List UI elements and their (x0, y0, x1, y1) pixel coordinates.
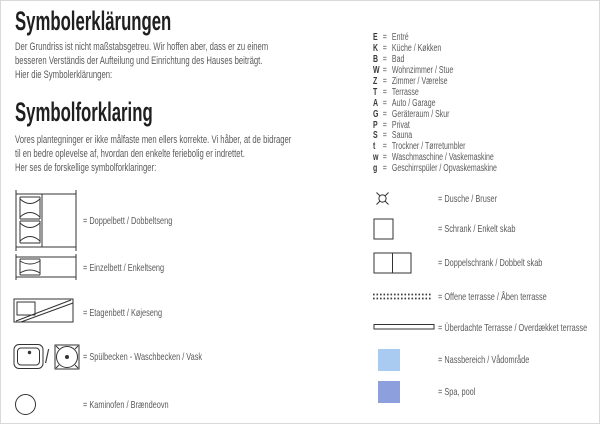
room-code-key: G (373, 108, 379, 120)
sink-label: = Spülbecken - Waschbecken / Vask (83, 351, 203, 363)
bunk-bed-label: = Etagenbett / Køjeseng (83, 307, 163, 319)
intro-danish-line: til en bedre oplevelse af, hvordan den enkelte feriebolig er indrettet. (15, 148, 245, 160)
intro-danish-line: Her ses de forskellige symbolforklaringer: (15, 162, 157, 174)
room-code-key: t (373, 141, 376, 153)
heading-danish: Symbolforklaring (15, 97, 153, 127)
shower-icon (375, 191, 390, 206)
spa-pool-label: = Spa, pool (438, 386, 476, 398)
intro-german-line: Der Grundriss ist nicht maßstabsgetreu. Wir hoffen aber, dass er zu einem (15, 41, 269, 53)
room-code-label: Entré (391, 32, 409, 43)
spa-pool-swatch (378, 381, 400, 403)
room-code-label: Geräteraum / Skur (391, 108, 450, 120)
open-terrace-label: = Offene terrasse / Åben terrasse (438, 291, 547, 303)
bunk-bed-icon (13, 297, 74, 324)
intro-danish (15, 130, 413, 175)
room-code-key: A (373, 97, 379, 109)
room-code-key: W (373, 64, 380, 76)
equals-sign: = (382, 97, 387, 109)
single-cabinet-label: = Schrank / Enkelt skab (438, 223, 516, 235)
room-code-key: B (373, 53, 379, 65)
room-code-label: Privat (391, 119, 410, 131)
equals-sign: = (382, 53, 387, 65)
room-code-label: Waschmaschine / Vaskemaskine (391, 152, 494, 164)
equals-sign: = (382, 42, 387, 54)
equals-sign: = (382, 119, 387, 131)
round-basin-icon (54, 344, 80, 370)
wet-area-swatch (378, 349, 400, 371)
intro-german (15, 40, 377, 82)
double-bed-label: = Doppelbett / Dobbeltseng (83, 215, 173, 227)
single-bed-label: = Einzelbett / Enkeltseng (83, 262, 165, 274)
intro-german-line: besseren Verständis der Aufteilung und Einrichtung des Hauses beiträgt. (15, 55, 263, 67)
room-code-key: K (373, 42, 379, 54)
room-code-key: w (373, 152, 379, 164)
room-code-key: E (373, 32, 378, 43)
room-code-key: T (373, 86, 378, 98)
covered-terrace-icon (373, 323, 435, 331)
room-code-label: Wohnzimmer / Stue (391, 64, 454, 76)
open-terrace-icon (372, 292, 433, 301)
room-code-label: Küche / Køkken (391, 42, 442, 54)
equals-sign: = (382, 152, 387, 164)
room-code-key: P (373, 119, 378, 131)
shower-label: = Dusche / Bruser (438, 193, 498, 205)
equals-sign: = (382, 86, 387, 98)
wet-area-label: = Nassbereich / Vådområde (438, 354, 530, 366)
room-code-row (373, 164, 497, 175)
equals-sign: = (382, 130, 387, 142)
kitchen-sink-icon (13, 343, 44, 370)
room-code-label: Auto / Garage (391, 97, 436, 109)
room-code-key: g (373, 163, 378, 175)
room-code-key: Z (373, 75, 378, 87)
equals-sign: = (382, 32, 387, 43)
room-code-key: S (373, 130, 378, 142)
intro-german-line: Hier die Symbolerklärungen: (15, 69, 113, 81)
sink-separator-slash: / (45, 347, 50, 368)
wood-stove-icon (14, 393, 37, 416)
wood-stove-label: = Kaminofen / Brændeovn (83, 399, 169, 411)
single-bed-icon (14, 254, 78, 280)
equals-sign: = (382, 108, 387, 120)
room-code-label: Sauna (391, 130, 413, 142)
room-code-list (373, 33, 550, 175)
room-code-label: Geschirrspüler / Opvaskemaskine (391, 163, 497, 175)
room-code-label: Trockner / Tørretumbler (391, 141, 466, 153)
covered-terrace-label: = Überdachte Terrasse / Overdækket terrasse (438, 322, 588, 334)
room-code-label: Zimmer / Værelse (391, 75, 448, 87)
double-cabinet-label: = Doppelschrank / Dobbelt skab (438, 257, 543, 269)
room-code-label: Terrasse (391, 86, 419, 98)
room-code-label: Bad (391, 53, 405, 65)
equals-sign: = (382, 141, 387, 153)
double-cabinet-icon (373, 252, 412, 274)
equals-sign: = (382, 75, 387, 87)
single-cabinet-icon (373, 218, 394, 240)
equals-sign: = (382, 163, 387, 175)
equals-sign: = (382, 64, 387, 76)
double-bed-icon (14, 190, 78, 251)
intro-danish-line: Vores plantegninger er ikke målfaste men ellers korrekte. Vi håber, at de bidrager (15, 134, 292, 146)
heading-german: Symbolerklärungen (15, 6, 172, 36)
